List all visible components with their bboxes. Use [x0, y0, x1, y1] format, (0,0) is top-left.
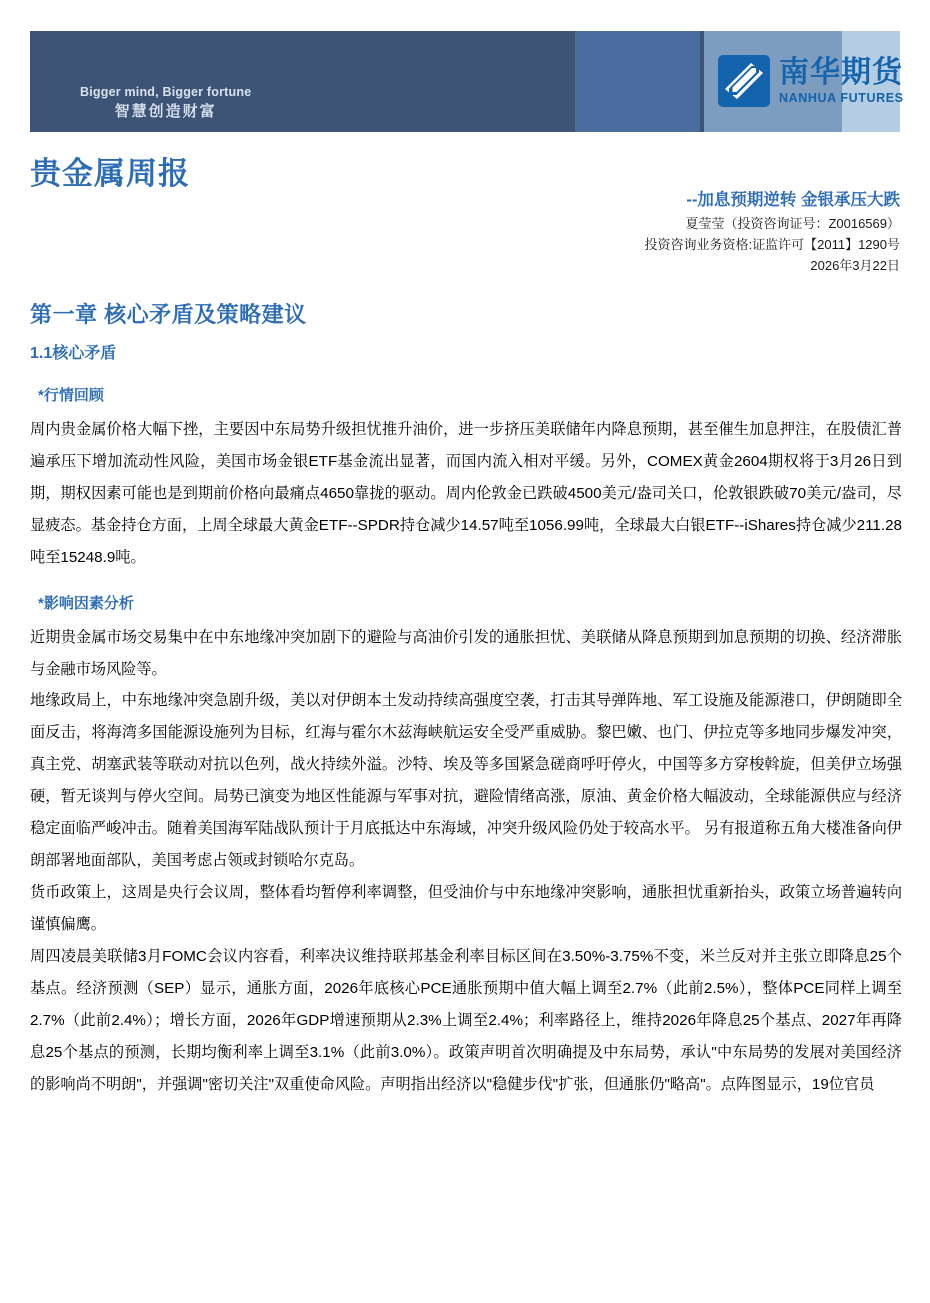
logo-english-name: NANHUA FUTURES [779, 90, 904, 105]
subsection-heading-factors: *影响因素分析 [38, 594, 134, 612]
nanhua-logo-icon [718, 55, 770, 107]
chapter-heading: 第一章 核心矛盾及策略建议 [30, 302, 307, 327]
banner-band-mid [575, 31, 700, 132]
paragraph-market-review: 周内贵金属价格大幅下挫，主要因中东局势升级担忧推升油价，进一步挤压美联储年内降息预期，甚至催生加息押注，在股债汇普遍承压下增加流动性风险，美国市场金银ETF基金流出显著，而国内流入相对平缓。另外，COMEX黄金2604期权将于3月26日到期，期权因素可能也是到期前价格向最痛点4650靠拢的驱动。周内伦敦金已跌破4500美元/盎司关口，伦敦银跌破70美元/盎司，尽显疲态。基金持仓方面，上周全球最大黄金ETF--SPDR持仓减少14.57吨至1056.99吨，全球最大白银ETF--iShares持仓减少211.28吨至15248.9吨。 [30, 421, 902, 566]
paragraph-factors-overview: 近期贵金属市场交易集中在中东地缘冲突加剧下的避险与高油价引发的通胀担忧、美联储从降息预期到加息预期的切换、经济滞胀与金融市场风险等。 [30, 628, 902, 678]
subsection-heading-market-review: *行情回顾 [38, 387, 104, 404]
paragraph-geopolitics: 地缘政局上，中东地缘冲突急剧升级，美以对伊朗本土发动持续高强度空袭，打击其导弹阵地、军工设施及能源港口，伊朗随即全面反击，将海湾多国能源设施列为目标，红海与霍尔木兹海峡航运安全受严重威胁。黎巴嫩、也门、伊拉克等多地同步爆发冲突，真主党、胡塞武装等联动对抗以色列，战火持续外溢。沙特、埃及等多国紧急磋商呼吁停火，中国等多方穿梭斡旋，但美伊立场强硬，暂无谈判与停火空间。局势已演变为地区性能源与军事对抗，避险情绪高涨，原油、黄金价格大幅波动，全球能源供应与经济稳定面临严峻冲击。随着美国海军陆战队预计于月底抵达中东海域，冲突升级风险仍处于较高水平。 另有报道称五角大楼准备向伊朗部署地面部队，美国考虑占领或封锁哈尔克岛。 [30, 692, 902, 870]
section-heading: 1.1核心矛盾 [30, 345, 117, 362]
byline-author: 夏莹莹（投资咨询证号：Z0016569） [685, 216, 900, 231]
company-slogan [80, 84, 251, 122]
page-title: 贵金属周报 [30, 156, 190, 191]
slogan-english: Bigger mind, Bigger fortune [80, 85, 252, 99]
company-logo [718, 55, 904, 107]
byline-date: 2026年3月22日 [810, 258, 900, 274]
logo-chinese-name: 南华期货 [779, 54, 903, 90]
byline-license: 投资咨询业务资格:证监许可【2011】1290号 [644, 237, 900, 253]
byline-block [645, 213, 901, 276]
slogan-chinese: 智慧创造财富 [114, 102, 217, 120]
document-body [30, 384, 902, 1100]
paragraph-monetary-policy: 货币政策上，这周是央行会议周，整体看均暂停利率调整，但受油价与中东地缘冲突影响，通胀担忧重新抬头，政策立场普遍转向谨慎偏鹰。 [30, 883, 902, 933]
paragraph-fomc: 周四凌晨美联储3月FOMC会议内容看，利率决议维持联邦基金利率目标区间在3.50%-3.75%不变，米兰反对并主张立即降息25个基点。经济预测（SEP）显示，通胀方面，2026年底核心PCE通胀预期中值大幅上调至2.7%（此前2.5%），整体PCE同样上调至2.7%（此前2.4%）；增长方面，2026年GDP增速预期从2.3%上调至2.4%；利率路径上，维持2026年降息25个基点、2027年再降息25个基点的预测，长期均衡利率上调至3.1%（此前3.0%）。政策声明首次明确提及中东局势，承认"中东局势的发展对美国经济的影响尚不明朗"，并强调"密切关注"双重使命风险。声明指出经济以"稳健步伐"扩张，但通胀仍"略高"。点阵图显示，19位官员 [30, 947, 902, 1093]
page-subtitle: --加息预期逆转 金银承压大跌 [686, 191, 900, 209]
logo-wordmark [779, 54, 904, 105]
